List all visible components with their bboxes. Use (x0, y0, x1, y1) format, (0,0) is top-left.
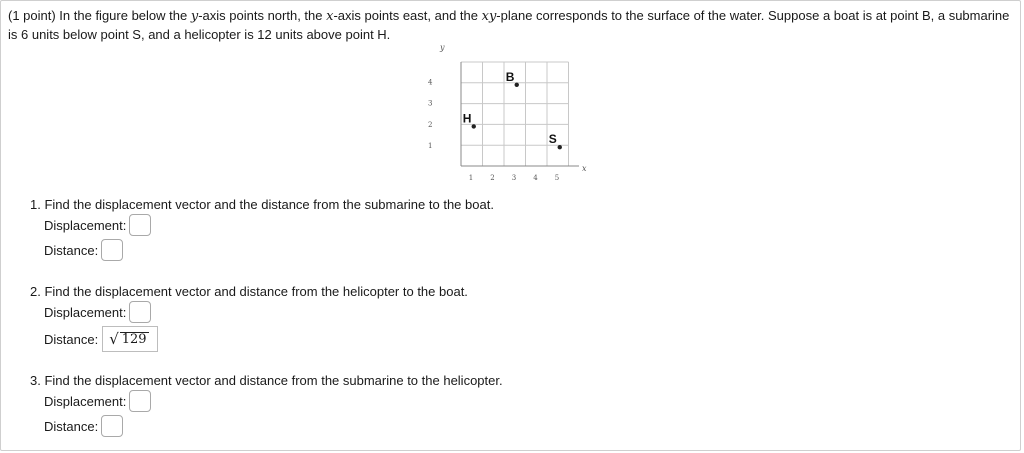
sqrt-symbol: √ (109, 330, 119, 348)
q3-displacement-row (44, 390, 151, 412)
q1-displacement-input[interactable] (129, 214, 151, 236)
q2-displacement-input[interactable] (129, 301, 151, 323)
figure-svg (427, 42, 590, 183)
y-tick-label: 4 (428, 78, 433, 87)
q3-displacement-label: Displacement: (44, 393, 127, 409)
q1-distance-label: Distance: (44, 242, 99, 258)
figure-background (427, 42, 590, 183)
x-tick-label: 3 (511, 174, 517, 182)
q2-displacement-row (44, 301, 151, 323)
q3-distance-input[interactable] (101, 415, 123, 437)
q1-distance-row (44, 239, 123, 261)
point-b-label: B (505, 69, 515, 84)
question-3: 3. Find the displacement vector and distance from the submarine to the helicopter. (30, 373, 503, 388)
q2-distance-input[interactable] (102, 326, 157, 352)
question-1: 1. Find the displacement vector and the distance from the submarine to the boat. (30, 197, 494, 212)
x-tick-label: 5 (554, 174, 560, 182)
problem-statement: (1 point) In the figure below the y-axis points north, the x-axis points east, and the xy-plane corresponds to the surface of the water. Suppose a boat is at point B, a submarine is 6 units below point S, and a helicopter is 12 units above point H. (8, 8, 1010, 42)
q2-distance-label: Distance: (44, 331, 99, 347)
q2-distance-value: 129 (121, 331, 147, 347)
point-s-marker (558, 145, 562, 149)
x-tick-label: 1 (468, 174, 474, 182)
q3-displacement-input[interactable] (129, 390, 151, 412)
q2-displacement-label: Displacement: (44, 304, 127, 320)
point-h-marker (472, 124, 476, 128)
q3-distance-label: Distance: (44, 418, 99, 434)
q1-displacement-row (44, 214, 151, 236)
x-axis-label: x (582, 164, 587, 173)
q1-displacement-label: Displacement: (44, 217, 127, 233)
question-2: 2. Find the displacement vector and distance from the helicopter to the boat. (30, 284, 468, 299)
q3-distance-row (44, 415, 123, 437)
y-tick-label: 1 (428, 142, 433, 150)
y-axis-label: y (440, 43, 445, 52)
point-b-marker (515, 83, 519, 87)
q1-distance-input[interactable] (101, 239, 123, 261)
point-s-label: S (548, 132, 557, 147)
x-tick-label: 2 (490, 174, 495, 182)
y-tick-label: 3 (428, 99, 433, 108)
q2-distance-row (44, 326, 158, 352)
y-tick-label: 2 (428, 120, 433, 129)
x-tick-label: 4 (533, 174, 538, 182)
coordinate-figure (427, 42, 590, 183)
point-h-label: H (462, 111, 472, 126)
